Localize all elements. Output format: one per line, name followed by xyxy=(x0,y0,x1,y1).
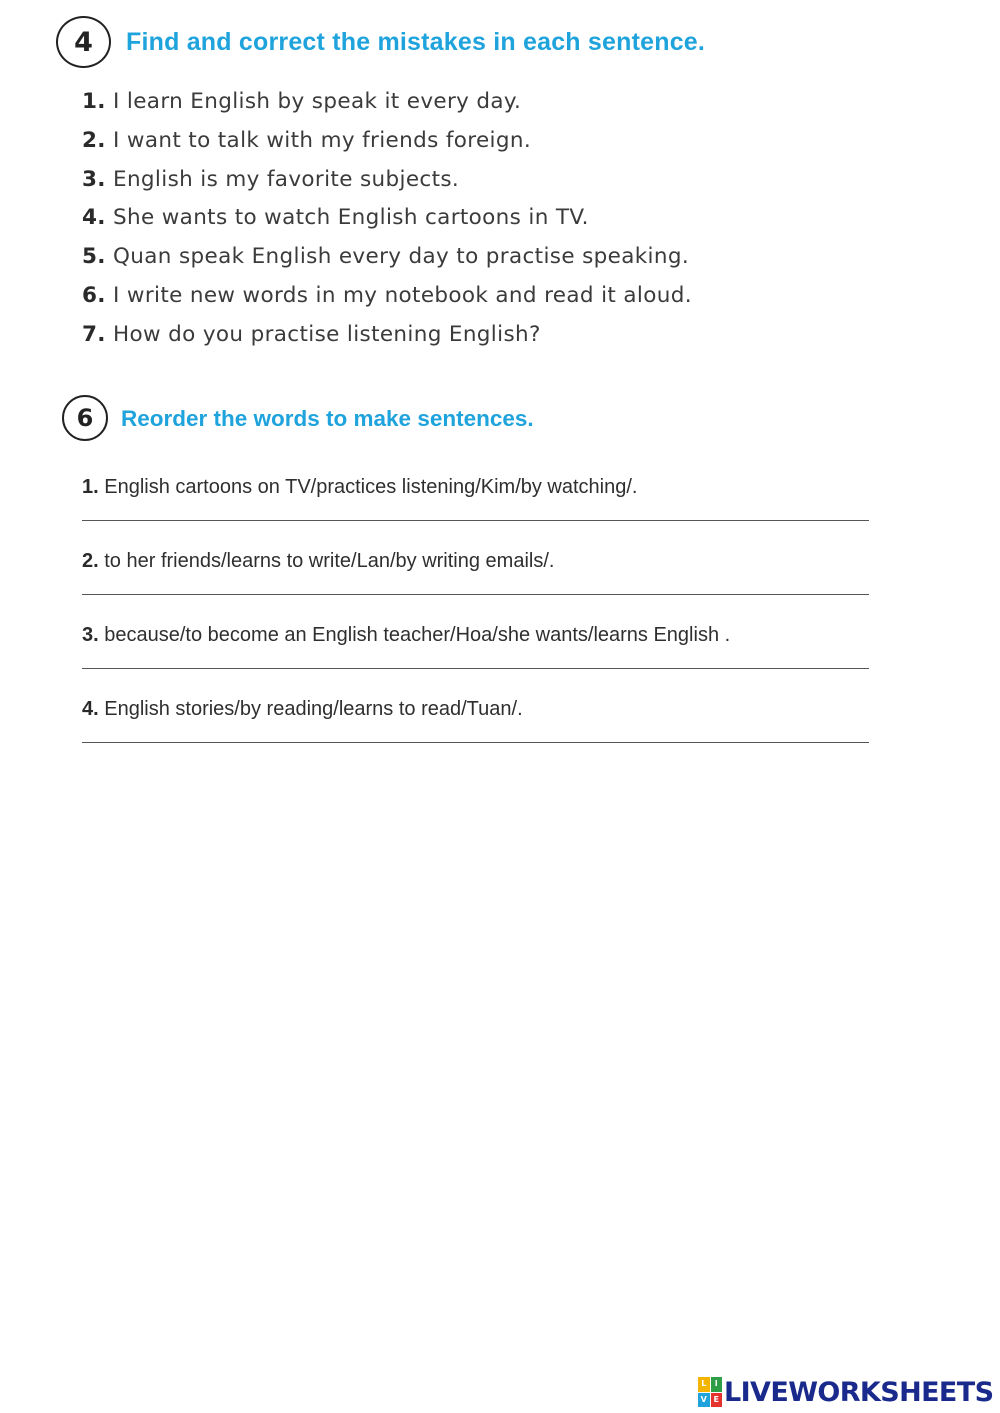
answer-line[interactable] xyxy=(82,594,869,595)
item-text: to her friends/learns to write/Lan/by writing emails/. xyxy=(104,550,555,572)
item-number: 1. xyxy=(82,89,106,114)
exercise-instruction: Reorder the words to make sentences. xyxy=(121,406,534,431)
reorder-words-list xyxy=(82,473,730,769)
exercise-instruction: Find and correct the mistakes in each sentence. xyxy=(126,28,706,56)
item-number: 3. xyxy=(82,624,99,646)
badge-letter: L xyxy=(698,1377,710,1392)
item-text: English is my favorite subjects. xyxy=(113,166,460,192)
item-number: 2. xyxy=(82,550,99,572)
list-item xyxy=(82,83,692,122)
list-item xyxy=(82,161,692,200)
item-number: 1. xyxy=(82,476,99,498)
list-item xyxy=(82,547,730,621)
list-item xyxy=(82,277,692,316)
error-correction-list xyxy=(82,83,692,355)
list-item xyxy=(82,695,730,769)
item-number: 4. xyxy=(82,698,99,720)
item-text: English cartoons on TV/practices listening/Kim/by watching/. xyxy=(104,476,638,498)
badge-letter: I xyxy=(711,1377,723,1392)
item-number: 4. xyxy=(82,205,106,231)
exercise-number-badge: 6 xyxy=(62,395,108,441)
liveworksheets-logo xyxy=(698,1374,993,1410)
list-item xyxy=(82,473,730,547)
badge-letter: E xyxy=(711,1393,723,1408)
list-item xyxy=(82,316,692,355)
logo-badge-icon xyxy=(698,1377,722,1407)
item-text: I want to talk with my friends foreign. xyxy=(113,127,532,153)
item-text: English stories/by reading/learns to read/Tuan/. xyxy=(104,698,523,720)
badge-letter: V xyxy=(698,1393,710,1408)
answer-line[interactable] xyxy=(82,742,869,743)
item-number: 2. xyxy=(82,127,106,153)
logo-wordmark: LIVEWORKSHEETS xyxy=(724,1376,994,1408)
item-text: because/to become an English teacher/Hoa/she wants/learns English . xyxy=(104,624,731,646)
item-text: She wants to watch English cartoons in TV. xyxy=(113,205,589,231)
answer-line[interactable] xyxy=(82,520,869,521)
item-text: I write new words in my notebook and read it aloud. xyxy=(113,282,692,308)
exercise-number-badge: 4 xyxy=(56,16,111,68)
list-item xyxy=(82,621,730,695)
answer-line[interactable] xyxy=(82,668,869,669)
item-number: 3. xyxy=(82,166,106,192)
list-item xyxy=(82,238,692,277)
item-number: 6. xyxy=(82,282,106,308)
item-number: 7. xyxy=(82,321,106,347)
item-text: I learn English by speak it every day. xyxy=(113,89,522,114)
item-text: How do you practise listening English? xyxy=(113,321,541,347)
item-number: 5. xyxy=(82,244,106,270)
item-text: Quan speak English every day to practise speaking. xyxy=(113,244,690,270)
list-item xyxy=(82,199,692,238)
list-item xyxy=(82,122,692,161)
